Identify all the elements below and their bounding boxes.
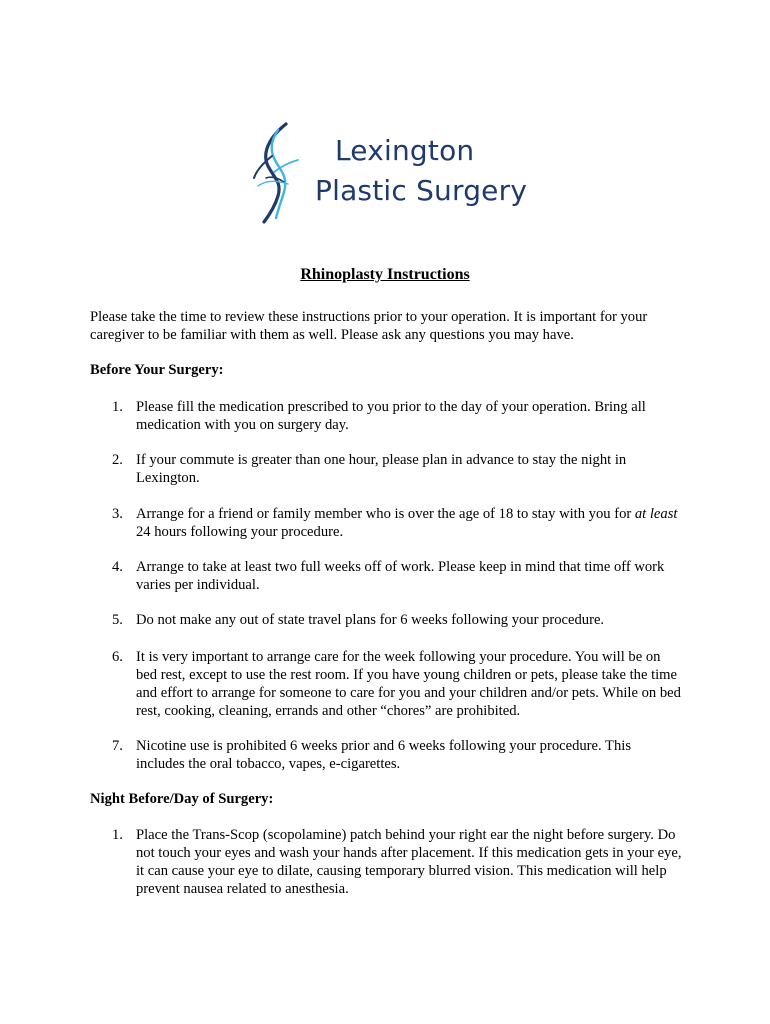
- list-text: Arrange to take at least two full weeks off of work. Please keep in mind that time off work varies per individual.: [136, 559, 665, 593]
- emphasis-text: at least: [634, 506, 678, 522]
- before-item-5: [112, 611, 682, 629]
- list-text: Please fill the medication prescribed to you prior to the day of your operation. Bring all medication with you on surgery day.: [136, 399, 646, 433]
- list-number: 3.: [112, 506, 123, 522]
- before-item-1: [112, 398, 682, 434]
- before-item-2: [112, 451, 682, 487]
- night-before-heading: Night Before/Day of Surgery:: [90, 791, 274, 807]
- logo-text-line2: Plastic Surgery: [315, 174, 528, 207]
- logo-mark-icon: [248, 120, 308, 224]
- logo-text-line1: Lexington: [335, 134, 475, 167]
- night-before-item-1: [112, 826, 682, 898]
- list-number: 4.: [112, 559, 123, 575]
- before-item-3: [112, 505, 682, 541]
- intro-paragraph: Please take the time to review these instructions prior to your operation. It is important for your caregiver to be familiar with them as well. Please ask any questions you may have.: [90, 309, 648, 343]
- page-title: Rhinoplasty Instructions: [300, 266, 470, 283]
- list-number: 5.: [112, 612, 123, 628]
- before-item-6: [112, 648, 682, 720]
- list-text: If your commute is greater than one hour, please plan in advance to stay the night in Lexington.: [136, 452, 627, 486]
- practice-logo: [248, 120, 528, 224]
- list-text: [136, 505, 682, 541]
- list-text: Nicotine use is prohibited 6 weeks prior and 6 weeks following your procedure. This includes the oral tobacco, vapes, e-cigarettes.: [136, 738, 631, 772]
- list-text: Place the Trans-Scop (scopolamine) patch behind your right ear the night before surgery. Do not touch your eyes and wash your hands after placement. If this medication gets in your eye, it can cause your eye to dilate, causing temporary blurred vision. This medication will help prevent nausea related to anesthesia.: [136, 827, 682, 897]
- list-text-part: Arrange for a friend or family member who is over the age of 18 to stay with you for: [136, 506, 635, 522]
- list-number: 7.: [112, 738, 123, 754]
- before-item-4: [112, 558, 682, 594]
- before-surgery-heading: Before Your Surgery:: [90, 362, 224, 378]
- list-number: 1.: [112, 399, 123, 415]
- list-number: 1.: [112, 827, 123, 843]
- list-text-part: 24 hours following your procedure.: [136, 524, 344, 540]
- list-text: Do not make any out of state travel plans for 6 weeks following your procedure.: [136, 612, 605, 628]
- list-text: It is very important to arrange care for the week following your procedure. You will be on bed rest, except to use the rest room. If you have young children or pets, please take the time and effort to arrange for someone to care for you and your children and/or pets. While on bed rest, cooking, cleaning, errands and other “chores” are prohibited.: [136, 649, 681, 719]
- list-number: 2.: [112, 452, 123, 468]
- list-number: 6.: [112, 649, 123, 665]
- before-item-7: [112, 737, 682, 773]
